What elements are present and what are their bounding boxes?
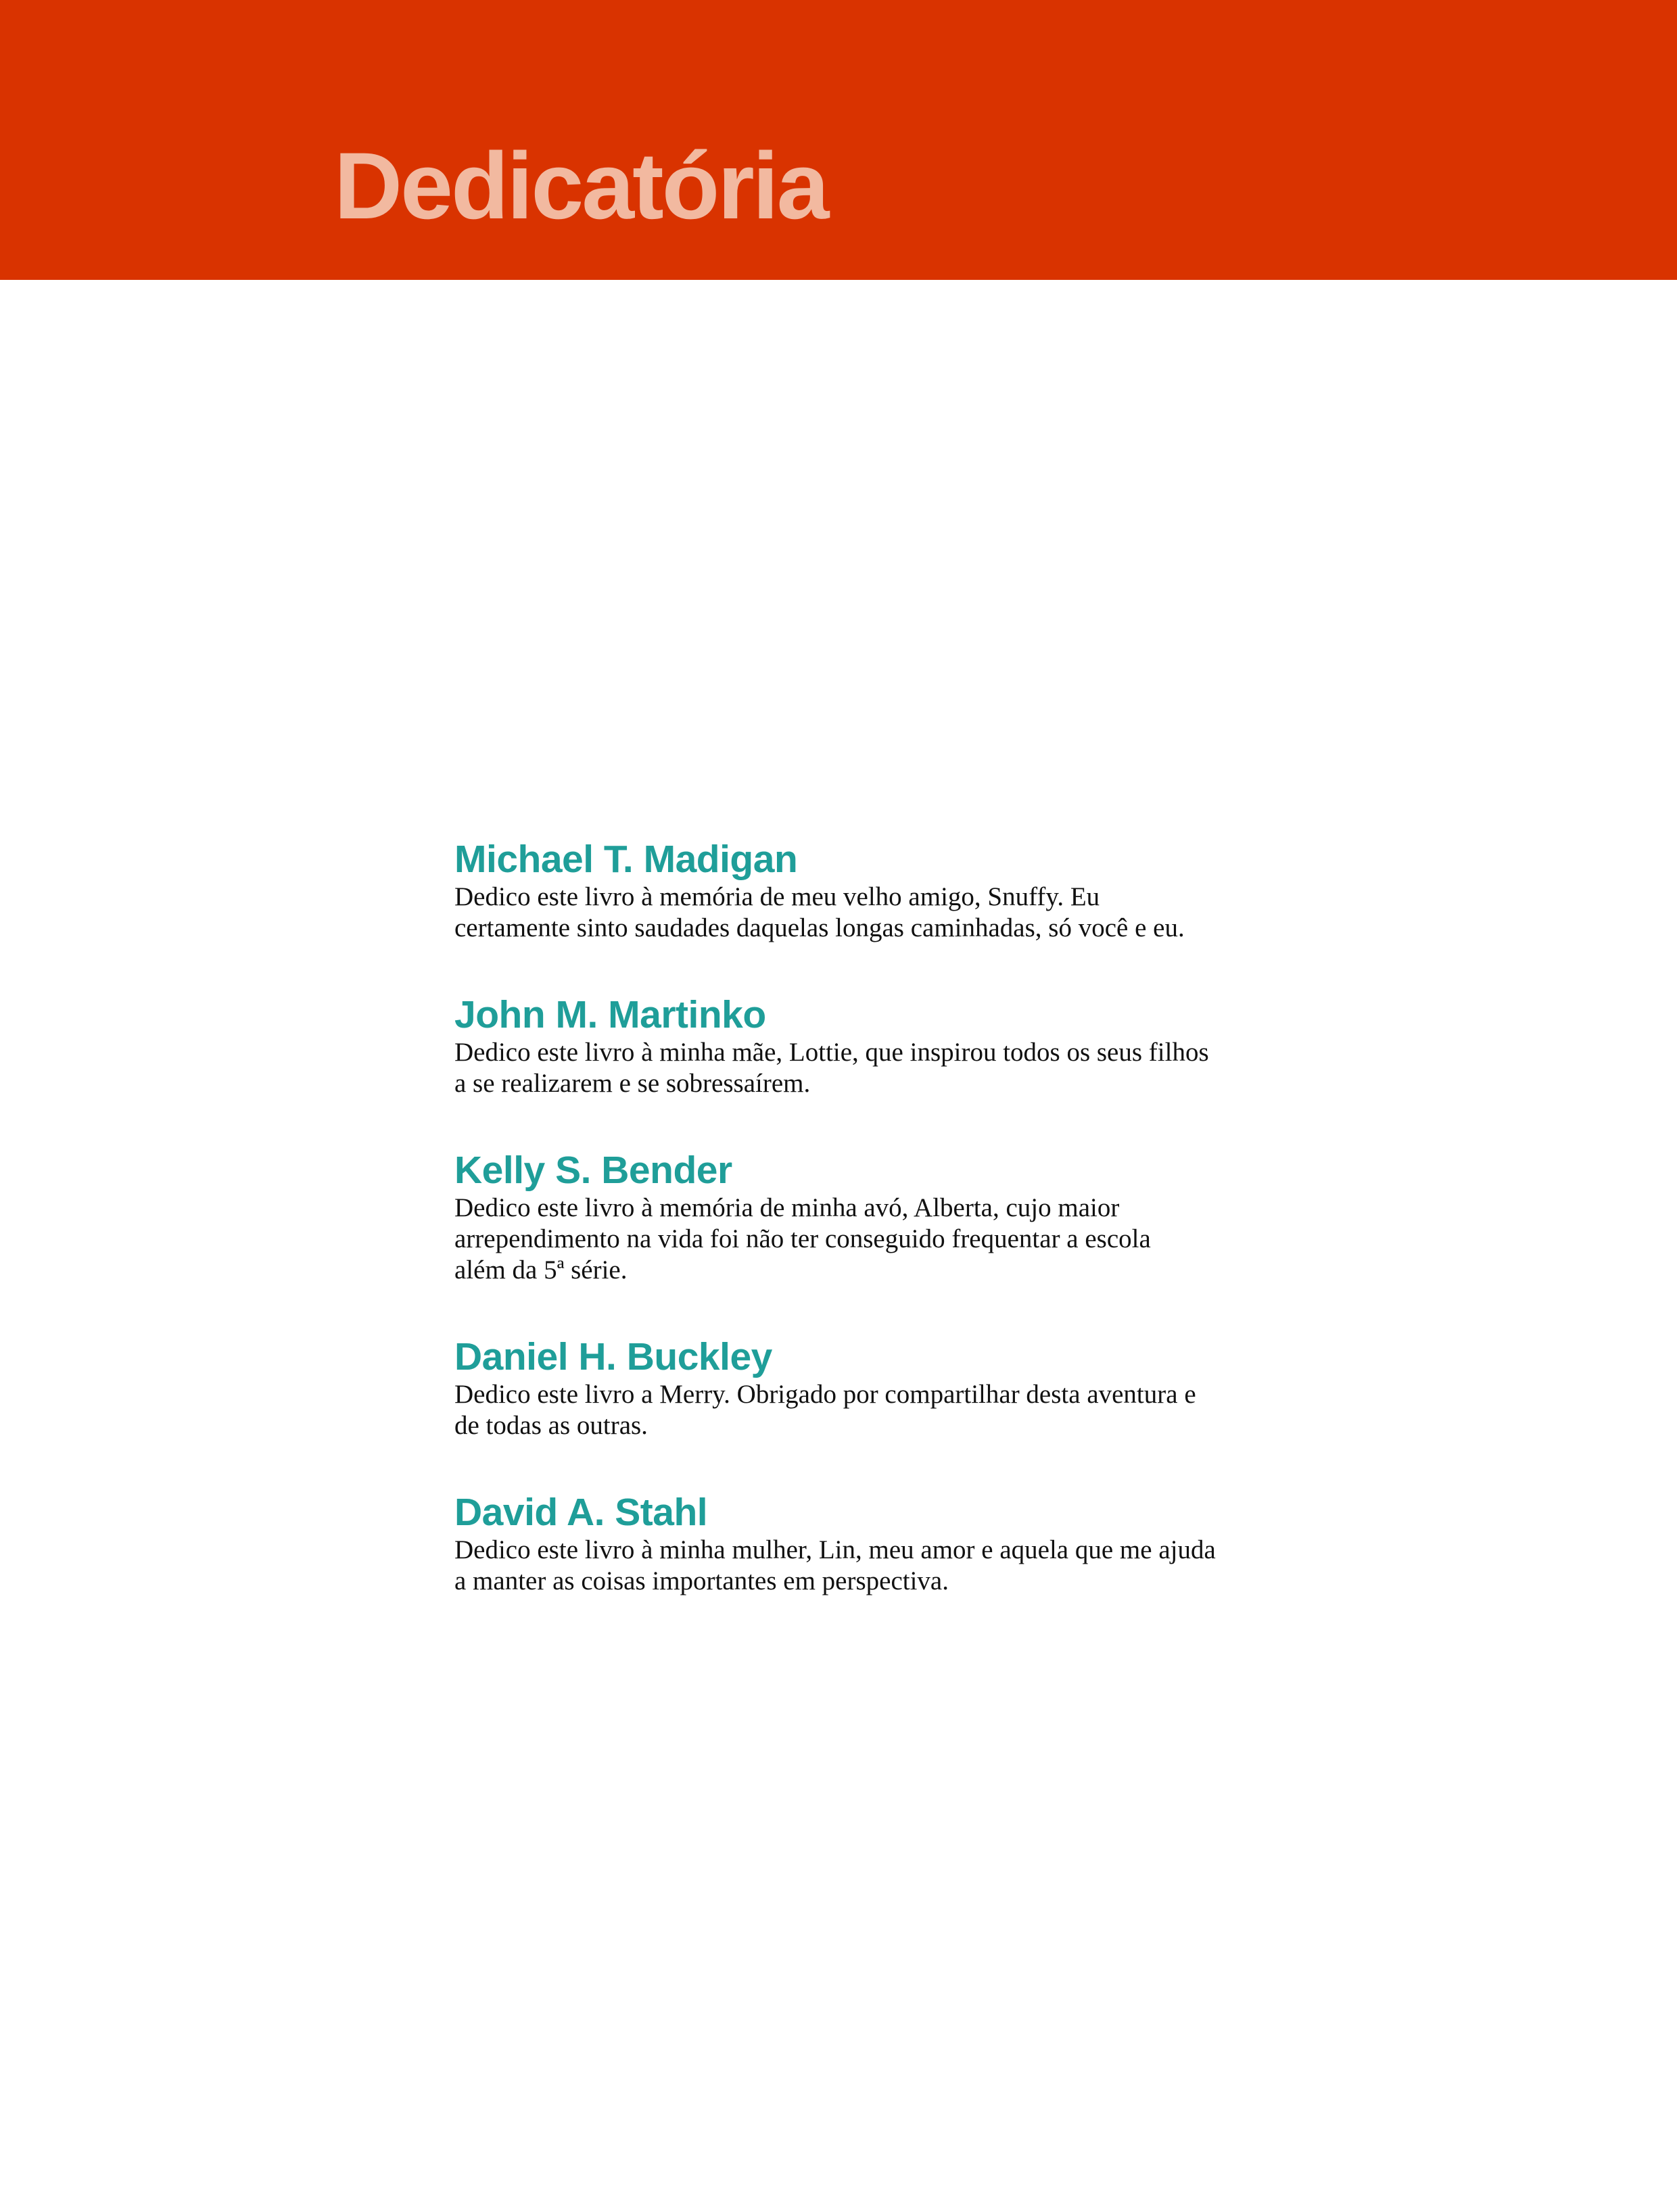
dedication-text bbox=[454, 882, 1225, 944]
dedication-text-line: Dedico este livro à minha mãe, Lottie, que inspirou todos os seus filhos bbox=[454, 1038, 1209, 1067]
dedications-list bbox=[454, 837, 1225, 1645]
dedication-text bbox=[454, 1193, 1225, 1286]
dedication-text bbox=[454, 1379, 1225, 1441]
dedication-text-line: a se realizarem e se sobressaírem. bbox=[454, 1069, 811, 1098]
dedication-entry bbox=[454, 1490, 1225, 1597]
dedication-text-line: Dedico este livro à memória de minha avó, Alberta, cujo maior bbox=[454, 1193, 1120, 1222]
dedication-text-line: a manter as coisas importantes em perspectiva. bbox=[454, 1566, 949, 1595]
dedication-text-line: além da 5ª série. bbox=[454, 1255, 628, 1284]
dedication-author-name: David A. Stahl bbox=[454, 1491, 708, 1534]
dedication-text-line: Dedico este livro a Merry. Obrigado por compartilhar desta aventura e bbox=[454, 1380, 1196, 1409]
dedication-text-line: Dedico este livro à minha mulher, Lin, meu amor e aquela que me ajuda bbox=[454, 1535, 1216, 1564]
page-title: Dedicatória bbox=[334, 133, 828, 239]
dedication-text-line: certamente sinto saudades daquelas longas caminhadas, só você e eu. bbox=[454, 913, 1185, 942]
dedication-author-name: John M. Martinko bbox=[454, 993, 766, 1036]
dedication-text-line: arrependimento na vida foi não ter conseguido frequentar a escola bbox=[454, 1224, 1151, 1253]
dedication-entry bbox=[454, 837, 1225, 944]
dedication-entry bbox=[454, 1335, 1225, 1441]
dedication-entry bbox=[454, 992, 1225, 1099]
header-band bbox=[0, 0, 1677, 280]
dedication-author-name: Daniel H. Buckley bbox=[454, 1335, 772, 1378]
dedication-text bbox=[454, 1037, 1225, 1099]
dedication-text bbox=[454, 1535, 1225, 1597]
dedication-entry bbox=[454, 1148, 1225, 1286]
dedication-text-line: Dedico este livro à memória de meu velho amigo, Snuffy. Eu bbox=[454, 882, 1100, 911]
dedication-text-line: de todas as outras. bbox=[454, 1411, 648, 1440]
dedication-author-name: Michael T. Madigan bbox=[454, 838, 798, 881]
dedication-author-name: Kelly S. Bender bbox=[454, 1149, 732, 1192]
